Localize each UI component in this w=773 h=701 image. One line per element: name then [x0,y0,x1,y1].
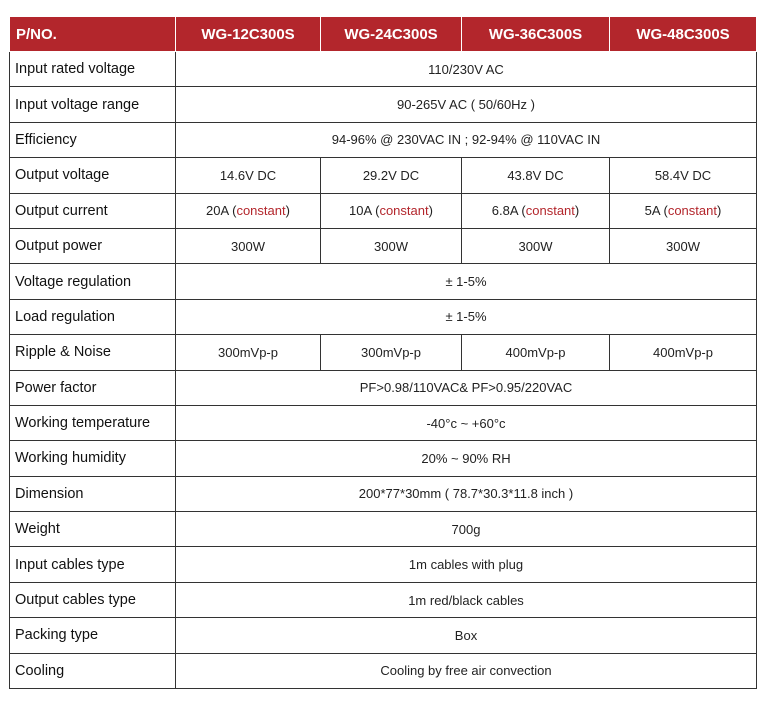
row-ripple-noise [10,335,757,370]
note-open: ( [663,203,668,219]
value-working-humidity: 20% ~ 90% RH [176,441,757,476]
value-output-voltage-3: 43.8V DC [462,158,610,193]
row-dimension [10,476,757,511]
value-dimension: 200*77*30mm ( 78.7*30.3*11.8 inch ) [176,476,757,511]
value-working-temperature: -40°c ~ +60°c [176,405,757,440]
value-output-current-4 [610,193,757,228]
label-output-voltage: Output voltage [10,158,176,193]
value-output-current-1 [176,193,321,228]
value-output-voltage-2: 29.2V DC [321,158,462,193]
spec-table [9,16,757,689]
label-cooling: Cooling [10,653,176,688]
constant-note: constant [236,203,286,219]
header-model-4: WG-48C300S [610,17,757,52]
value-packing-type: Box [176,618,757,653]
row-output-cables-type [10,582,757,617]
value-output-power-1: 300W [176,228,321,263]
note-close: ) [285,203,290,219]
row-output-voltage [10,158,757,193]
label-dimension: Dimension [10,476,176,511]
label-output-current: Output current [10,193,176,228]
label-weight: Weight [10,512,176,547]
constant-note: constant [667,203,717,219]
row-input-voltage-range [10,87,757,122]
value-output-voltage-1: 14.6V DC [176,158,321,193]
header-model-3: WG-36C300S [462,17,610,52]
value-output-current-2 [321,193,462,228]
header-pno: P/NO. [10,17,176,52]
row-working-humidity [10,441,757,476]
current-amount: 6.8A [491,203,518,219]
row-power-factor [10,370,757,405]
constant-note: constant [379,203,429,219]
value-ripple-noise-2: 300mVp-p [321,335,462,370]
label-voltage-regulation: Voltage regulation [10,264,176,299]
label-packing-type: Packing type [10,618,176,653]
row-voltage-regulation [10,264,757,299]
row-efficiency [10,122,757,157]
value-input-rated-voltage: 110/230V AC [176,52,757,87]
value-output-current-3 [462,193,610,228]
row-working-temperature [10,405,757,440]
value-input-voltage-range: 90-265V AC ( 50/60Hz ) [176,87,757,122]
current-amount: 5A [644,203,660,219]
value-ripple-noise-3: 400mVp-p [462,335,610,370]
header-model-1: WG-12C300S [176,17,321,52]
note-close: ) [716,203,722,219]
constant-note: constant [525,203,575,219]
note-close: ) [428,203,433,219]
label-input-voltage-range: Input voltage range [10,87,176,122]
value-output-cables-type: 1m red/black cables [176,582,757,617]
current-amount: 20A [206,203,229,219]
value-weight: 700g [176,512,757,547]
value-load-regulation: ± 1-5% [176,299,757,334]
current-amount: 10A [349,203,372,219]
note-close: ) [574,203,580,219]
note-open: ( [375,203,380,219]
value-cooling: Cooling by free air convection [176,653,757,688]
header-model-2: WG-24C300S [321,17,462,52]
row-weight [10,512,757,547]
label-output-cables-type: Output cables type [10,582,176,617]
note-open: ( [521,203,526,219]
header-row [10,17,757,52]
note-open: ( [232,203,237,219]
value-output-voltage-4: 58.4V DC [610,158,757,193]
value-output-power-3: 300W [462,228,610,263]
label-efficiency: Efficiency [10,122,176,157]
label-output-power: Output power [10,228,176,263]
value-voltage-regulation: ± 1-5% [176,264,757,299]
label-power-factor: Power factor [10,370,176,405]
row-packing-type [10,618,757,653]
row-input-rated-voltage [10,52,757,87]
label-working-temperature: Working temperature [10,405,176,440]
row-load-regulation [10,299,757,334]
row-input-cables-type [10,547,757,582]
row-output-power [10,228,757,263]
value-input-cables-type: 1m cables with plug [176,547,757,582]
value-output-power-4: 300W [610,228,757,263]
row-cooling [10,653,757,688]
value-power-factor: PF>0.98/110VAC& PF>0.95/220VAC [176,370,757,405]
label-input-cables-type: Input cables type [10,547,176,582]
label-load-regulation: Load regulation [10,299,176,334]
row-output-current [10,193,757,228]
value-efficiency: 94-96% @ 230VAC IN ; 92-94% @ 110VAC IN [176,122,757,157]
label-ripple-noise: Ripple & Noise [10,335,176,370]
value-output-power-2: 300W [321,228,462,263]
label-working-humidity: Working humidity [10,441,176,476]
value-ripple-noise-1: 300mVp-p [176,335,321,370]
label-input-rated-voltage: Input rated voltage [10,52,176,87]
value-ripple-noise-4: 400mVp-p [610,335,757,370]
